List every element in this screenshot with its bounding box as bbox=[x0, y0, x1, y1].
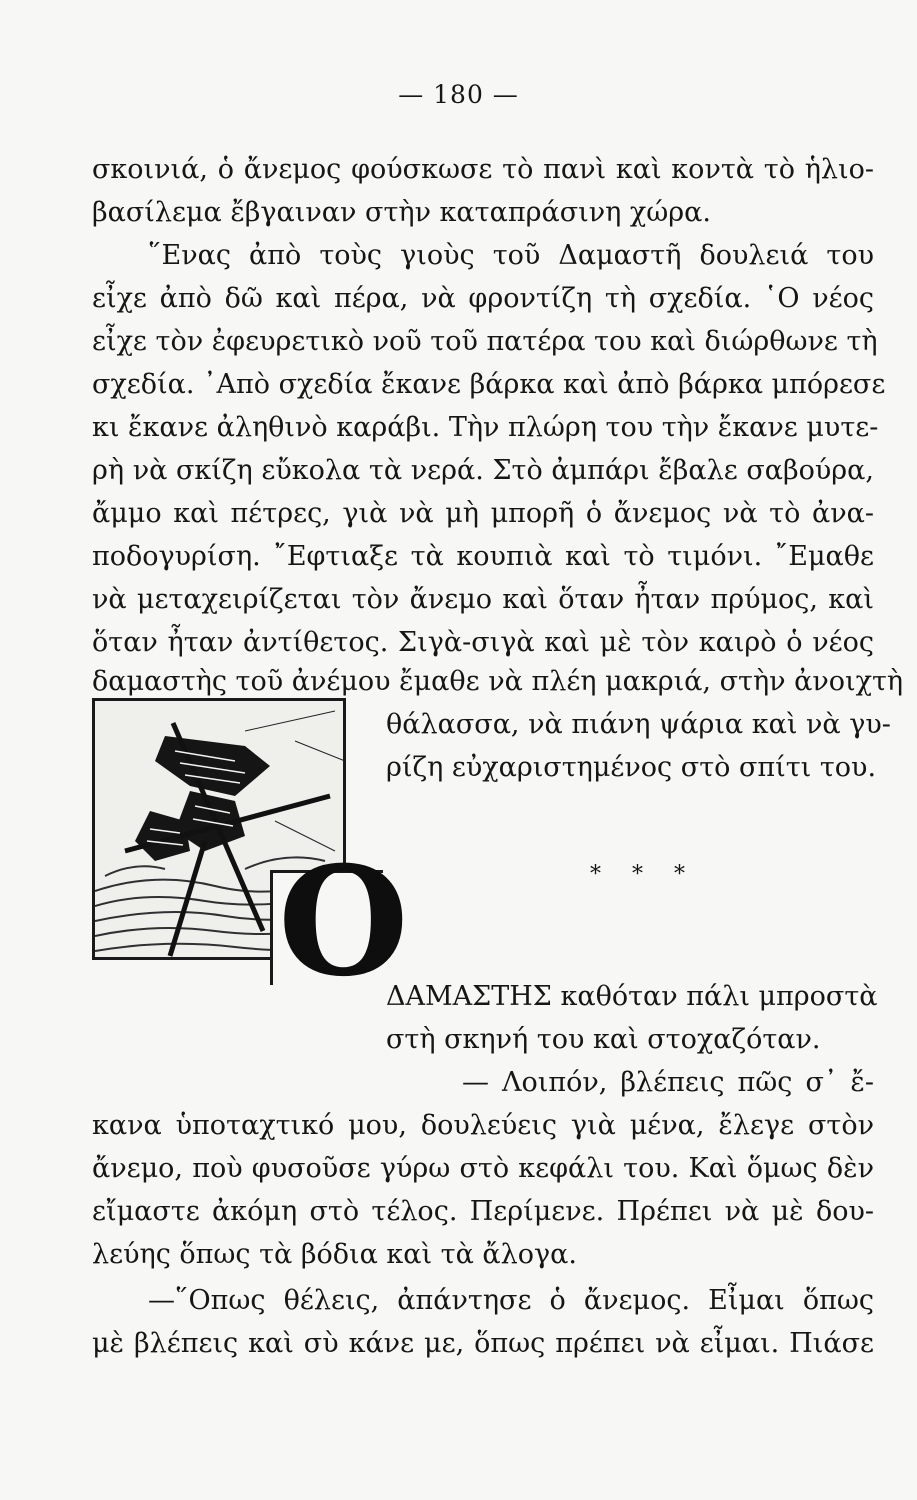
section-separator: * * * bbox=[590, 862, 697, 887]
text-line: ἄνεμο, ποὺ φυσοῦσε γύρω στὸ κεφάλι του. Καὶ ὅμως δὲν bbox=[92, 1153, 874, 1184]
text-line: σχεδία. ᾿Απὸ σχεδία ἔκανε βάρκα καὶ ἀπὸ βάρκα μπόρεσε bbox=[92, 369, 886, 400]
text-line: στὴ σκηνή του καὶ στοχαζόταν. bbox=[386, 1024, 821, 1055]
text-line: ΔΑΜΑΣΤΗΣ καθόταν πάλι μπροστὰ bbox=[386, 981, 878, 1012]
text-line: νὰ μεταχειρίζεται τὸν ἄνεμο καὶ ὅταν ἦταν πρύμος, καὶ bbox=[92, 584, 874, 615]
text-line: θάλασσα, νὰ πιάνη ψάρια καὶ νὰ γυ- bbox=[386, 709, 891, 740]
page-number: — 180 — bbox=[398, 80, 519, 109]
text-line: ποδογυρίση. ῎Εφτιαξε τὰ κουπιὰ καὶ τὸ τιμόνι. ῎Εμαθε bbox=[92, 541, 874, 572]
text-line: ἄμμο καὶ πέτρες, γιὰ νὰ μὴ μπορῆ ὁ ἄνεμος νὰ τὸ ἀνα- bbox=[92, 498, 874, 529]
text-line: εἴμαστε ἀκόμη στὸ τέλος. Περίμενε. Πρέπει νὰ μὲ δου- bbox=[92, 1196, 874, 1227]
text-line: ρὴ νὰ σκίζη εὔκολα τὰ νερά. Στὸ ἀμπάρι ἔβαλε σαβούρα, bbox=[92, 455, 874, 486]
text-line: σκοινιά, ὁ ἄνεμος φούσκωσε τὸ πανὶ καὶ κοντὰ τὸ ἡλιο- bbox=[92, 154, 874, 185]
text-line: ὅταν ἦταν ἀντίθετος. Σιγὰ-σιγὰ καὶ μὲ τὸν καιρὸ ὁ νέος bbox=[92, 627, 874, 658]
text-line: κι ἔκανε ἀληθινὸ καράβι. Τὴν πλώρη του τὴν ἔκανε μυτε- bbox=[92, 412, 879, 443]
text-line: βασίλεμα ἔβγαιναν στὴν καταπράσινη χώρα. bbox=[92, 197, 711, 228]
text-line: — Λοιπόν, βλέπεις πῶς σ᾿ ἔ- bbox=[462, 1067, 874, 1098]
text-line: εἶχε τὸν ἐφευρετικὸ νοῦ τοῦ πατέρα του καὶ διώρθωνε τὴ bbox=[92, 326, 878, 357]
text-line: δαμαστὴς τοῦ ἀνέμου ἔμαθε νὰ πλέη μακριά, στὴν ἀνοιχτὴ bbox=[92, 666, 904, 697]
text-line: ῞Ενας ἀπὸ τοὺς γιοὺς τοῦ Δαμαστῆ δουλειά του bbox=[148, 240, 874, 271]
text-line: λεύης ὅπως τὰ βόδια καὶ τὰ ἄλογα. bbox=[92, 1239, 577, 1270]
drop-initial: Ο bbox=[278, 834, 409, 1010]
text-line: ρίζη εὐχαριστημένος στὸ σπίτι του. bbox=[386, 752, 877, 783]
text-line: κανα ὑποταχτικό μου, δουλεύεις γιὰ μένα, ἔλεγε στὸν bbox=[92, 1110, 874, 1141]
text-line: μὲ βλέπεις καὶ σὺ κάνε με, ὅπως πρέπει νὰ εἶμαι. Πιάσε bbox=[92, 1328, 874, 1359]
text-line: —῞Οπως θέλεις, ἀπάντησε ὁ ἄνεμος. Εἶμαι ὅπως bbox=[148, 1285, 874, 1316]
text-line: εἶχε ἀπὸ δῶ καὶ πέρα, νὰ φροντίζη τὴ σχεδία. ῾Ο νέος bbox=[92, 283, 874, 314]
